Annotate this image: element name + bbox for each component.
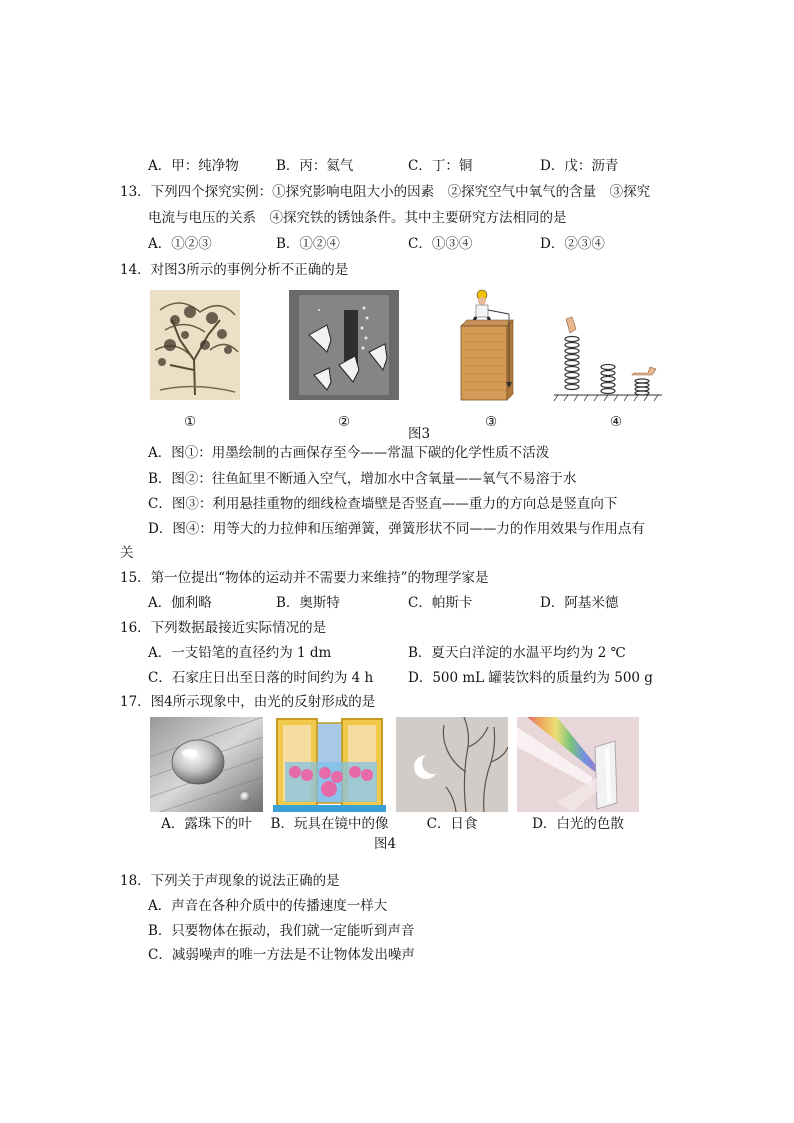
figure4-dewdrop-leaf-image	[150, 717, 263, 812]
figure3-ancient-painting-image	[150, 290, 240, 400]
q16-stem: 16．下列数据最接近实际情况的是	[120, 620, 327, 636]
q16-option-c: C．石家庄日出至日落的时间约为 4 h	[148, 670, 374, 686]
figure4-caption: 图4	[373, 836, 397, 852]
q16-option-d: D．500 mL 罐装饮料的质量约为 500 g	[408, 670, 653, 686]
q14-option-d-continuation: 关	[120, 545, 134, 561]
figure3-wall-plumb-image	[447, 288, 527, 403]
q15-option-c: C．帕斯卡	[408, 595, 473, 611]
q16-option-b: B．夏天白洋淀的水温平均约为 2 ℃	[408, 645, 626, 661]
figure4-label-b: B．玩具在镜中的像	[270, 816, 389, 832]
q12-option-a: A．甲：纯净物	[148, 158, 239, 174]
figure4-label-d: D．白光的色散	[532, 816, 624, 832]
q15-option-d: D．阿基米德	[540, 595, 619, 611]
figure3-label-1: ①	[183, 414, 197, 430]
q18-stem: 18．下列关于声现象的说法正确的是	[120, 873, 340, 889]
q16-option-a: A．一支铅笔的直径约为 1 dm	[148, 645, 332, 661]
q14-option-b: B．图②：往鱼缸里不断通入空气，增加水中含氧量——氧气不易溶于水	[148, 471, 577, 487]
q15-option-a: A．伽利略	[148, 595, 212, 611]
figure3-label-2: ②	[337, 414, 351, 430]
q15-stem: 15．第一位提出“物体的运动并不需要力来维持”的物理学家是	[120, 570, 489, 586]
figure3-caption: 图3	[407, 426, 431, 442]
figure4-mirror-toy-image	[273, 717, 386, 812]
figure4-eclipse-image	[396, 717, 508, 812]
q12-option-d: D．戊：沥青	[540, 158, 619, 174]
q12-option-c: C．丁：铜	[408, 158, 473, 174]
q14-option-a: A．图①：用墨绘制的古画保存至今——常温下碳的化学性质不活泼	[148, 445, 550, 461]
q13-stem-line2: 电流与电压的关系 ④探究铁的锈蚀条件。其中主要研究方法相同的是	[148, 210, 567, 226]
figure3-label-3: ③	[484, 414, 498, 430]
q18-option-a: A．声音在各种介质中的传播速度一样大	[148, 898, 388, 914]
figure3-fish-tank-image	[289, 290, 399, 400]
q18-option-b: B．只要物体在振动，我们就一定能听到声音	[148, 923, 415, 939]
q13-option-b: B．①②④	[276, 236, 340, 252]
figure4-prism-dispersion-image	[517, 717, 639, 812]
q13-option-a: A．①②③	[148, 236, 212, 252]
figure4-label-c: C．日食	[426, 816, 478, 832]
q13-stem-line1: 13．下列四个探究实例：①探究影响电阻大小的因素 ②探究空气中氧气的含量 ③探究	[120, 184, 651, 200]
figure4-label-a: A．露珠下的叶	[161, 816, 252, 832]
q14-option-c: C．图③：利用悬挂重物的细线检查墙壁是否竖直——重力的方向总是竖直向下	[148, 496, 618, 512]
q13-option-d: D．②③④	[540, 236, 605, 252]
q13-option-c: C．①③④	[408, 236, 473, 252]
q14-option-d: D．图④：用等大的力拉伸和压缩弹簧，弹簧形状不同——力的作用效果与作用点有	[148, 521, 645, 537]
figure3-spring-image	[552, 315, 664, 403]
q14-stem: 14．对图3所示的事例分析不正确的是	[120, 262, 349, 278]
figure3-label-4: ④	[609, 414, 623, 430]
q18-option-c: C．减弱噪声的唯一方法是不让物体发出噪声	[148, 947, 415, 963]
q12-option-b: B．丙：氦气	[276, 158, 354, 174]
q17-stem: 17．图4所示现象中，由光的反射形成的是	[120, 694, 376, 710]
q15-option-b: B．奥斯特	[276, 595, 340, 611]
